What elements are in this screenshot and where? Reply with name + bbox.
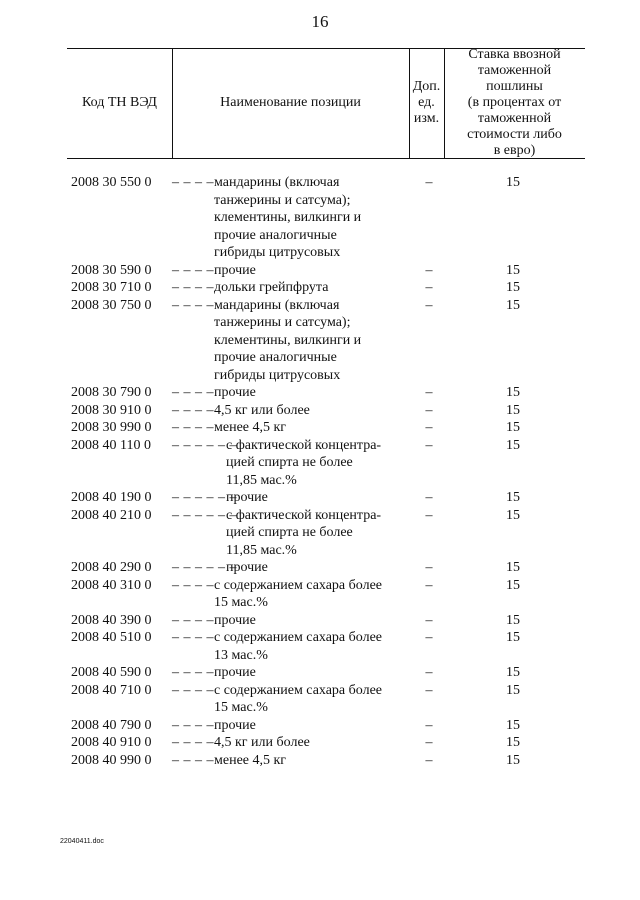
table-row bbox=[0, 577, 640, 612]
page-number: 16 bbox=[311, 12, 329, 31]
row-level-dashes: – – – – bbox=[172, 280, 214, 295]
row-name-line: мандарины (включая bbox=[214, 297, 340, 313]
row-code: 2008 40 210 0 bbox=[71, 507, 152, 523]
row-rate: 15 bbox=[506, 630, 520, 645]
row-name-line: с содержанием сахара более bbox=[214, 630, 382, 645]
row-level-dashes: – – – – bbox=[172, 630, 214, 645]
row-level-dashes: – – – – bbox=[172, 752, 214, 768]
row-name-line: мандарины (включая bbox=[214, 175, 340, 190]
row-rate: 15 bbox=[506, 490, 520, 505]
table-row bbox=[0, 507, 640, 560]
row-unit: – bbox=[425, 507, 433, 523]
table-row bbox=[0, 174, 640, 262]
row-name-line: 4,5 кг или более bbox=[214, 402, 310, 418]
row-name bbox=[214, 664, 419, 682]
table-row bbox=[0, 664, 640, 682]
row-name-line: 13 мас.% bbox=[214, 647, 268, 663]
row-name-line: гибриды цитрусовых bbox=[214, 367, 341, 383]
row-name-line: прочие bbox=[226, 560, 268, 575]
table-row bbox=[0, 262, 640, 280]
row-unit: – bbox=[425, 560, 433, 575]
row-rate: 15 bbox=[506, 752, 520, 768]
table-row bbox=[0, 752, 640, 770]
header-name: Наименование позиции bbox=[220, 95, 361, 110]
row-code: 2008 30 590 0 bbox=[71, 262, 152, 278]
row-rate: 15 bbox=[506, 735, 520, 750]
row-name bbox=[214, 262, 419, 280]
row-code: 2008 40 110 0 bbox=[71, 437, 151, 453]
row-name bbox=[214, 717, 419, 735]
row-name-line: прочие bbox=[226, 490, 268, 505]
row-code: 2008 40 510 0 bbox=[71, 630, 152, 645]
header-unit: Доп. ед. изм. bbox=[412, 79, 441, 126]
table-row bbox=[0, 419, 640, 437]
row-name-line: гибриды цитрусовых bbox=[214, 245, 341, 260]
row-unit: – bbox=[425, 577, 433, 593]
row-rate: 15 bbox=[506, 612, 520, 628]
row-level-dashes: – – – – – – bbox=[172, 507, 237, 523]
row-code: 2008 30 990 0 bbox=[71, 420, 152, 435]
row-level-dashes: – – – – bbox=[172, 402, 214, 418]
row-name bbox=[226, 489, 431, 507]
row-rate: 15 bbox=[506, 717, 520, 733]
row-rate: 15 bbox=[506, 175, 520, 190]
row-rate: 15 bbox=[506, 437, 520, 453]
row-level-dashes: – – – – bbox=[172, 175, 214, 190]
row-name-line: прочие аналогичные bbox=[214, 350, 337, 365]
row-unit: – bbox=[425, 437, 433, 453]
row-name bbox=[214, 174, 419, 262]
row-code: 2008 40 910 0 bbox=[71, 735, 152, 750]
row-name bbox=[214, 577, 419, 612]
table-row bbox=[0, 682, 640, 717]
table-row bbox=[0, 612, 640, 630]
row-rate: 15 bbox=[506, 682, 520, 698]
row-rate: 15 bbox=[506, 420, 520, 435]
row-level-dashes: – – – – bbox=[172, 665, 214, 680]
row-rate: 15 bbox=[506, 402, 520, 418]
row-name-line: танжерины и сатсума); bbox=[214, 315, 351, 330]
row-name-line: танжерины и сатсума); bbox=[214, 192, 351, 208]
row-level-dashes: – – – – bbox=[172, 420, 214, 435]
row-name-line: прочие bbox=[214, 385, 256, 400]
header-bottom-rule bbox=[67, 158, 585, 159]
row-name bbox=[214, 402, 419, 420]
row-name-line: менее 4,5 кг bbox=[214, 752, 287, 768]
row-unit: – bbox=[425, 612, 433, 628]
row-code: 2008 30 910 0 bbox=[71, 402, 152, 418]
row-unit: – bbox=[425, 297, 433, 313]
row-name-line: с содержанием сахара более bbox=[214, 682, 382, 698]
row-rate: 15 bbox=[506, 507, 520, 523]
row-level-dashes: – – – – bbox=[172, 297, 214, 313]
row-name-line: менее 4,5 кг bbox=[214, 420, 287, 435]
table-row bbox=[0, 559, 640, 577]
row-name bbox=[214, 682, 419, 717]
row-name-line: прочие аналогичные bbox=[214, 227, 337, 243]
row-name-line: 11,85 мас.% bbox=[226, 472, 297, 488]
row-name bbox=[226, 437, 431, 490]
table-row bbox=[0, 437, 640, 490]
row-name-line: клементины, вилкинги и bbox=[214, 210, 362, 225]
row-name bbox=[226, 507, 431, 560]
row-name bbox=[214, 734, 419, 752]
row-name-line: клементины, вилкинги и bbox=[214, 332, 362, 348]
table-row bbox=[0, 297, 640, 385]
row-code: 2008 40 710 0 bbox=[71, 682, 152, 698]
row-name-line: цией спирта не более bbox=[226, 455, 353, 470]
row-unit: – bbox=[425, 385, 433, 400]
row-level-dashes: – – – – bbox=[172, 612, 214, 628]
row-rate: 15 bbox=[506, 297, 520, 313]
row-level-dashes: – – – – – – bbox=[172, 437, 237, 453]
row-name bbox=[226, 559, 431, 577]
row-level-dashes: – – – – – – bbox=[172, 560, 237, 575]
row-unit: – bbox=[425, 402, 433, 418]
row-unit: – bbox=[425, 280, 433, 295]
table-row bbox=[0, 279, 640, 297]
row-name-line: прочие bbox=[214, 717, 256, 733]
row-name-line: прочие bbox=[214, 665, 256, 680]
row-name-line: с фактической концентра- bbox=[226, 437, 382, 453]
header-code: Код ТН ВЭД bbox=[82, 95, 157, 110]
row-level-dashes: – – – – bbox=[172, 735, 214, 750]
row-level-dashes: – – – – bbox=[172, 385, 214, 400]
row-name-line: с содержанием сахара более bbox=[214, 577, 382, 593]
row-rate: 15 bbox=[506, 280, 520, 295]
row-level-dashes: – – – – bbox=[172, 577, 214, 593]
row-name-line: 15 мас.% bbox=[214, 595, 268, 610]
row-name bbox=[214, 752, 419, 770]
row-code: 2008 30 550 0 bbox=[71, 175, 152, 190]
row-code: 2008 40 590 0 bbox=[71, 665, 152, 680]
row-level-dashes: – – – – bbox=[172, 717, 214, 733]
row-level-dashes: – – – – bbox=[172, 682, 214, 698]
row-name bbox=[214, 629, 419, 664]
row-code: 2008 30 750 0 bbox=[71, 297, 152, 313]
row-unit: – bbox=[425, 630, 433, 645]
row-unit: – bbox=[425, 682, 433, 698]
row-unit: – bbox=[425, 262, 433, 278]
row-rate: 15 bbox=[506, 577, 520, 593]
row-name-line: прочие bbox=[214, 262, 256, 278]
row-name-line: с фактической концентра- bbox=[226, 507, 382, 523]
table-row bbox=[0, 717, 640, 735]
row-code: 2008 30 790 0 bbox=[71, 385, 152, 400]
row-name bbox=[214, 297, 419, 385]
row-unit: – bbox=[425, 490, 433, 505]
row-rate: 15 bbox=[506, 262, 520, 278]
row-name bbox=[214, 419, 419, 437]
table-row bbox=[0, 384, 640, 402]
row-unit: – bbox=[425, 717, 433, 733]
row-name bbox=[214, 384, 419, 402]
row-rate: 15 bbox=[506, 560, 520, 575]
footer-filename: 22040411.doc bbox=[60, 838, 104, 845]
row-code: 2008 40 790 0 bbox=[71, 717, 152, 733]
row-code: 2008 40 990 0 bbox=[71, 752, 152, 768]
row-name-line: 4,5 кг или более bbox=[214, 735, 310, 750]
row-name-line: прочие bbox=[214, 612, 256, 628]
row-unit: – bbox=[425, 175, 433, 190]
row-code: 2008 40 290 0 bbox=[71, 560, 152, 575]
row-code: 2008 40 390 0 bbox=[71, 612, 152, 628]
row-name-line: дольки грейпфрута bbox=[214, 280, 329, 295]
row-unit: – bbox=[425, 752, 433, 768]
table-row bbox=[0, 734, 640, 752]
row-code: 2008 40 190 0 bbox=[71, 490, 152, 505]
row-code: 2008 30 710 0 bbox=[71, 280, 152, 295]
row-unit: – bbox=[425, 735, 433, 750]
header-rate: Ставка ввозной таможенной пошлины (в процентах от таможенной стоимости либо в евро) bbox=[467, 47, 562, 158]
row-rate: 15 bbox=[506, 665, 520, 680]
row-level-dashes: – – – – – – bbox=[172, 490, 237, 505]
row-unit: – bbox=[425, 665, 433, 680]
row-level-dashes: – – – – bbox=[172, 262, 214, 278]
row-name-line: цией спирта не более bbox=[226, 525, 353, 540]
row-unit: – bbox=[425, 420, 433, 435]
row-name-line: 15 мас.% bbox=[214, 700, 268, 715]
row-code: 2008 40 310 0 bbox=[71, 577, 152, 593]
table-row bbox=[0, 489, 640, 507]
row-name bbox=[214, 279, 419, 297]
row-name-line: 11,85 мас.% bbox=[226, 542, 297, 558]
table-row bbox=[0, 402, 640, 420]
row-name bbox=[214, 612, 419, 630]
table-row bbox=[0, 629, 640, 664]
row-rate: 15 bbox=[506, 385, 520, 400]
